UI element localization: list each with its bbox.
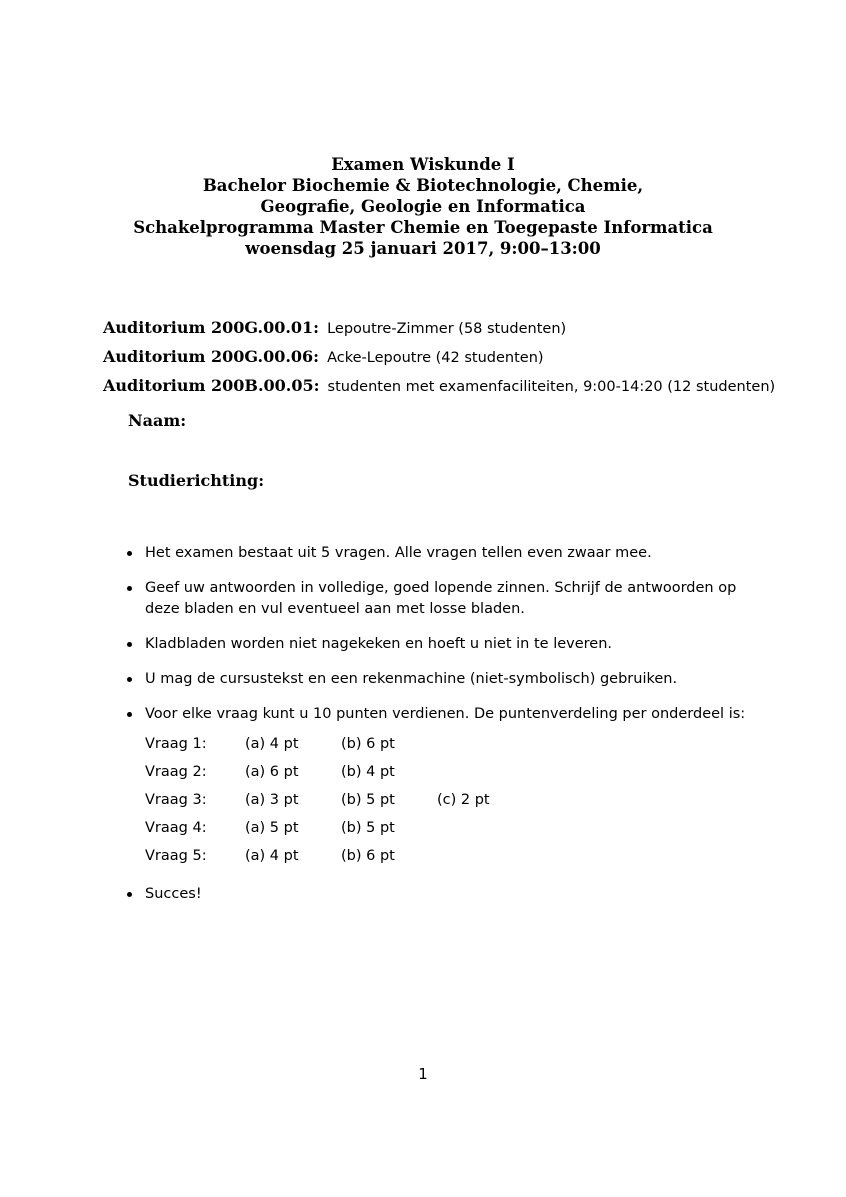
instruction-item: [125, 578, 765, 620]
auditorium-row: [103, 314, 775, 343]
points-row: [145, 814, 533, 842]
auditorium-name: Auditorium 200G.00.01:: [103, 318, 320, 337]
instructions-list: [125, 543, 765, 919]
part-points: [437, 730, 533, 758]
auditorium-row: [103, 372, 775, 401]
exam-title-block: [0, 154, 846, 259]
part-points: (a) 4 pt: [245, 735, 299, 752]
auditorium-list: [103, 314, 775, 401]
part-points: (a) 3 pt: [245, 791, 299, 808]
auditorium-description: Lepoutre-Zimmer (58 studenten): [327, 321, 567, 337]
points-row: [145, 730, 533, 758]
question-label: Vraag 2:: [145, 763, 207, 780]
part-points: [437, 814, 533, 842]
part-points: (b) 5 pt: [341, 791, 395, 808]
instruction-text: U mag de cursustekst en een rekenmachine (niet-symbolisch) gebruiken.: [145, 671, 678, 687]
name-field-label: Naam:: [128, 411, 187, 430]
auditorium-description: studenten met examenfaciliteiten, 9:00-14:20 (12 studenten): [327, 379, 776, 395]
exam-date: woensdag 25 januari 2017, 9:00–13:00: [245, 239, 601, 258]
instruction-item: [125, 669, 765, 690]
part-points: [437, 842, 533, 870]
page-number: 1: [418, 1065, 428, 1083]
bullet-icon: [127, 586, 132, 591]
instruction-item: [125, 543, 765, 564]
auditorium-description: Acke-Lepoutre (42 studenten): [327, 350, 544, 366]
instruction-item: [125, 704, 765, 870]
instruction-text: Kladbladen worden niet nagekeken en hoeft u niet in te leveren.: [145, 636, 613, 652]
part-points: (c) 2 pt: [437, 791, 490, 808]
bullet-icon: [127, 712, 132, 717]
instruction-item: [125, 634, 765, 655]
question-label: Vraag 3:: [145, 791, 207, 808]
programme-line-1: Bachelor Biochemie & Biotechnologie, Chemie,: [202, 176, 644, 195]
bullet-icon: [127, 677, 132, 682]
programme-line-2: Geografie, Geologie en Informatica: [260, 197, 586, 216]
instruction-text: Het examen bestaat uit 5 vragen. Alle vragen tellen even zwaar mee.: [145, 545, 652, 561]
part-points: [437, 758, 533, 786]
instruction-item: [125, 884, 765, 905]
points-row: [145, 842, 533, 870]
bullet-icon: [127, 642, 132, 647]
bullet-icon: [127, 892, 132, 897]
instruction-text: Voor elke vraag kunt u 10 punten verdienen. De puntenverdeling per onderdeel is:: [145, 706, 746, 722]
instruction-text: Succes!: [145, 886, 202, 902]
part-points: (b) 6 pt: [341, 847, 395, 864]
part-points: (b) 4 pt: [341, 763, 395, 780]
instruction-text: Geef uw antwoorden in volledige, goed lopende zinnen. Schrijf de antwoorden op deze bladen en vul eventueel aan met losse bladen.: [145, 580, 737, 617]
part-points: (b) 6 pt: [341, 735, 395, 752]
points-distribution-table: [145, 730, 533, 870]
part-points: (a) 5 pt: [245, 819, 299, 836]
auditorium-row: [103, 343, 775, 372]
question-label: Vraag 4:: [145, 819, 207, 836]
question-label: Vraag 1:: [145, 735, 207, 752]
study-programme-field-label: Studierichting:: [128, 471, 265, 490]
points-row: [145, 786, 533, 814]
part-points: (b) 5 pt: [341, 819, 395, 836]
part-points: (a) 4 pt: [245, 847, 299, 864]
exam-title: Examen Wiskunde I: [331, 155, 515, 174]
auditorium-name: Auditorium 200B.00.05:: [103, 376, 320, 395]
auditorium-name: Auditorium 200G.00.06:: [103, 347, 320, 366]
programme-line-3: Schakelprogramma Master Chemie en Toegepaste Informatica: [133, 218, 713, 237]
points-row: [145, 758, 533, 786]
question-label: Vraag 5:: [145, 847, 207, 864]
part-points: (a) 6 pt: [245, 763, 299, 780]
bullet-icon: [127, 551, 132, 556]
